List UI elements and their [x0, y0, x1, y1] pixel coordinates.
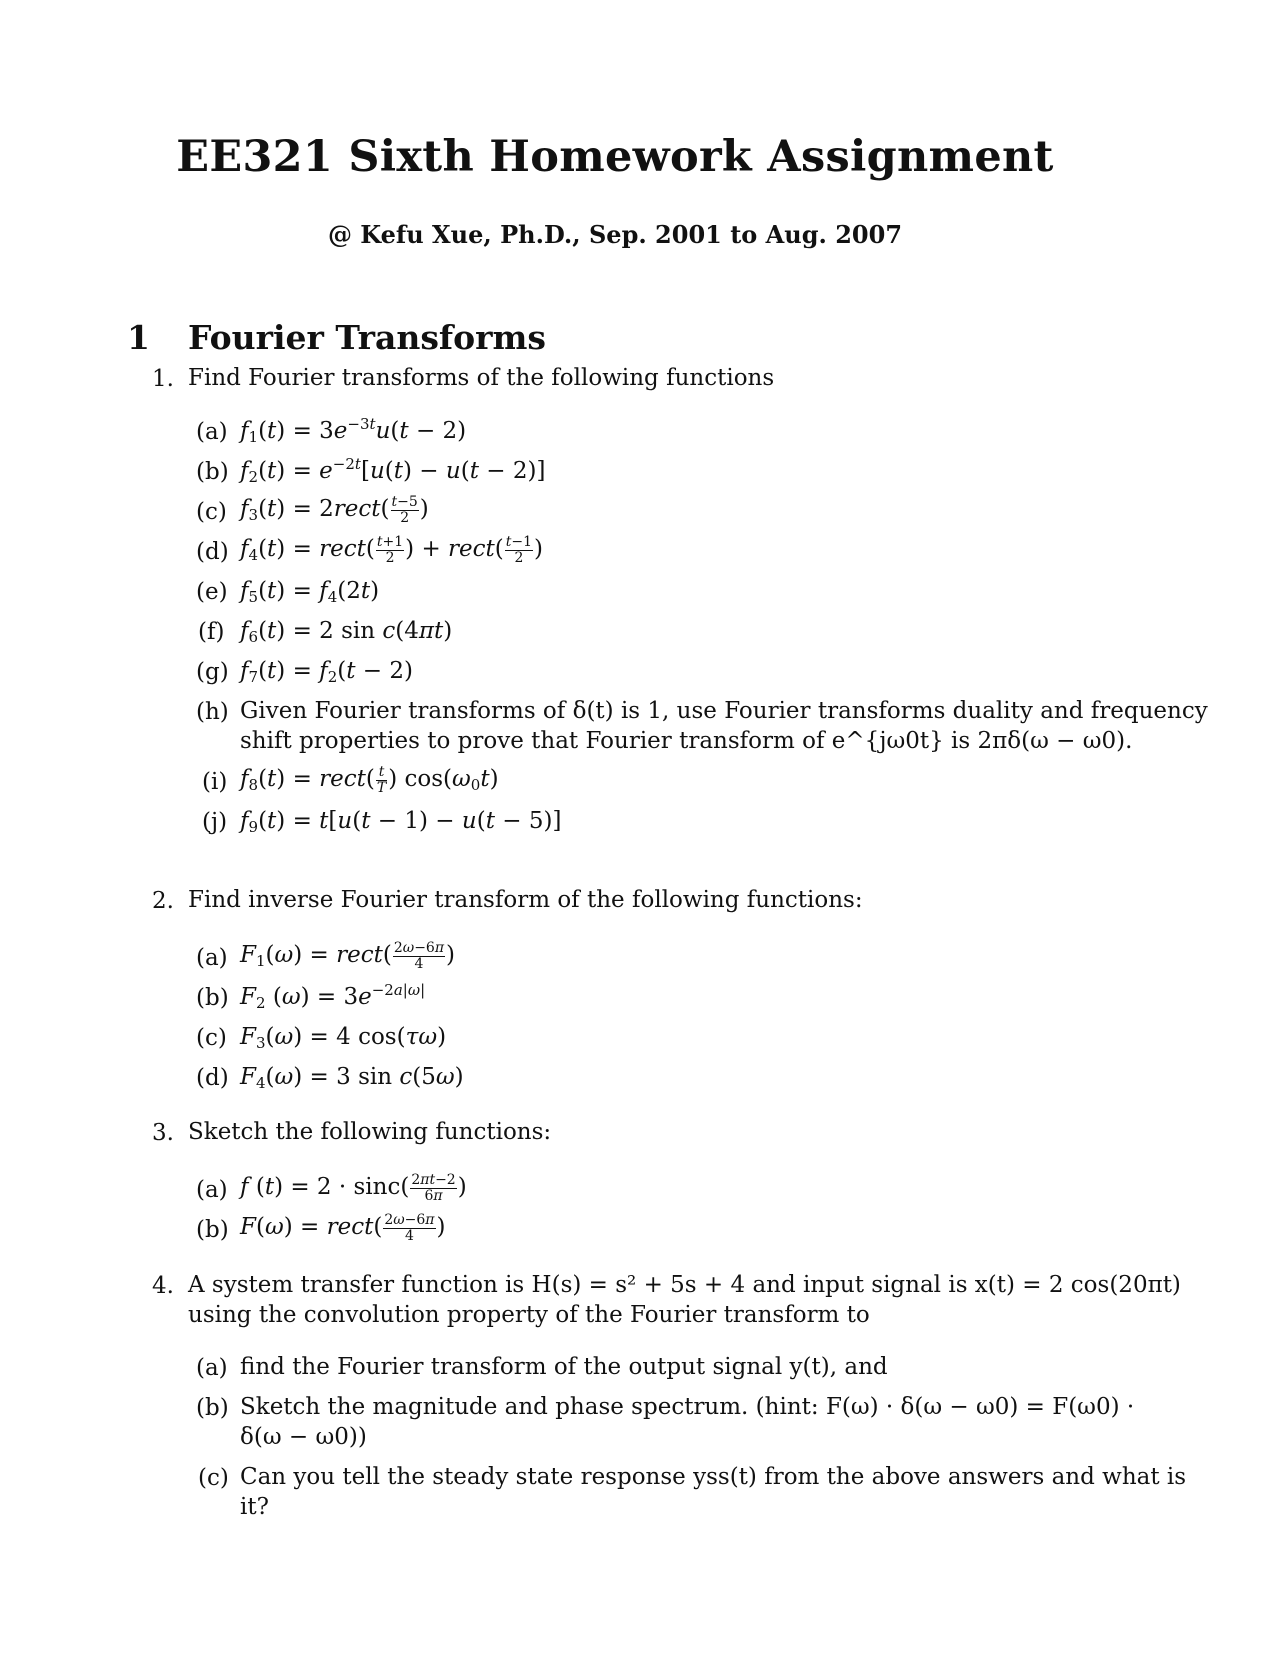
q3b-equation: F(ω) = rect( $\frac{2\omega-6\pi}{4}$ ): [240, 1211, 446, 1244]
question-2-number: 2.: [152, 888, 174, 914]
q4-label-c: (c): [198, 1465, 229, 1491]
author-line: @ Kefu Xue, Ph.D., Sep. 2001 to Aug. 2007: [327, 220, 903, 249]
q1-label-a: (a): [196, 419, 228, 445]
q1a-equation: $f_1(t) = 3e^{-3t}u(t - 2)$: [240, 415, 467, 446]
question-3-number: 3.: [152, 1120, 174, 1146]
section-title: Fourier Transforms: [188, 318, 547, 357]
q4a-text: find the Fourier transform of the output signal y(t), and: [240, 1354, 888, 1380]
page-title: EE321 Sixth Homework Assignment: [176, 132, 1054, 182]
q2-label-d: (d): [196, 1065, 229, 1091]
question-2-text: Find inverse Fourier transform of the following functions:: [188, 887, 863, 913]
q1-label-i: (i): [202, 769, 228, 795]
q1f-equation: $f_6(t) = 2$ sin c(4πt): [240, 618, 453, 646]
q2b-equation: $F_2$ $(\omega) = 3e^{-2a|\omega|}$: [240, 981, 426, 1012]
q1e-equation: $f_5(t) = f_4(2t)$: [240, 578, 380, 606]
q1-label-g: (g): [196, 659, 229, 685]
q2a-equation: $F_1(\omega)$ = rect( $\frac{2\omega-6\pi}{4}$ ): [240, 939, 456, 972]
question-4-text-line-2: using the convolution property of the Fourier transform to: [188, 1302, 870, 1328]
q1h-text-line-2: shift properties to prove that Fourier transform of e^{jω0t} is 2πδ(ω − ω0).: [240, 728, 1133, 754]
q4c-text-line-1: Can you tell the steady state response yss(t) from the above answers and what is: [240, 1464, 1187, 1490]
q1g-equation: $f_7(t) = f_2(t - 2)$: [240, 658, 413, 686]
q4-label-b: (b): [196, 1395, 229, 1421]
question-4-text-line-1: A system transfer function is H(s) = s² + 5s + 4 and input signal is x(t) = 2 cos(20πt): [188, 1272, 1181, 1298]
q1c-equation: $f_3(t)$ = 2rect( $\frac{t-5}{2}$ ): [240, 493, 429, 526]
q1-label-j: (j): [202, 809, 228, 835]
q1-label-b: (b): [196, 459, 229, 485]
q2d-equation: $F_4(\omega) = 3$ sin c(5ω): [240, 1064, 464, 1092]
q4c-text-line-2: it?: [240, 1494, 269, 1520]
q1d-equation: $f_4(t)$ = rect( $\frac{t+1}{2}$ ) + rect( $\frac{t-1}{2}$ ): [240, 533, 544, 566]
q2-label-a: (a): [196, 945, 228, 971]
q2-label-c: (c): [196, 1025, 227, 1051]
question-4-number: 4.: [152, 1273, 174, 1299]
q1j-equation: $f_9(t) = t[u(t - 1) - u(t - 5)]$: [240, 808, 562, 836]
q2-label-b: (b): [196, 985, 229, 1011]
q1h-text-line-1: Given Fourier transforms of δ(t) is 1, use Fourier transforms duality and frequency: [240, 698, 1208, 724]
q1-label-c: (c): [196, 499, 227, 525]
q2c-equation: $F_3(\omega) = 4$ cos(τω): [240, 1024, 447, 1052]
q1-label-f: (f): [198, 619, 225, 645]
q1-label-d: (d): [196, 539, 229, 565]
q1i-equation: $f_8(t)$ = rect( $\frac{t}{T}$ ) $\cos(\omega_0t)$: [240, 763, 499, 796]
q1-label-e: (e): [196, 579, 228, 605]
q1b-equation: $f_2(t) = e^{-2t}[u(t) - u(t - 2)]$: [240, 455, 546, 486]
question-1-number: 1.: [152, 366, 174, 392]
question-1-text: Find Fourier transforms of the following functions: [188, 365, 775, 391]
q3a-equation: f (t) = 2 · sinc( $\frac{2\pi t-2}{6\pi}$ ): [240, 1171, 467, 1204]
q3-label-a: (a): [196, 1177, 228, 1203]
q1-label-h: (h): [196, 699, 229, 725]
q4b-text-line-2: δ(ω − ω0)): [240, 1424, 367, 1450]
q3-label-b: (b): [196, 1217, 229, 1243]
question-3-text: Sketch the following functions:: [188, 1119, 552, 1145]
q4-label-a: (a): [196, 1355, 228, 1381]
q4b-text-line-1: Sketch the magnitude and phase spectrum. (hint: F(ω) · δ(ω − ω0) = F(ω0) ·: [240, 1394, 1135, 1420]
section-number: 1: [127, 318, 150, 357]
